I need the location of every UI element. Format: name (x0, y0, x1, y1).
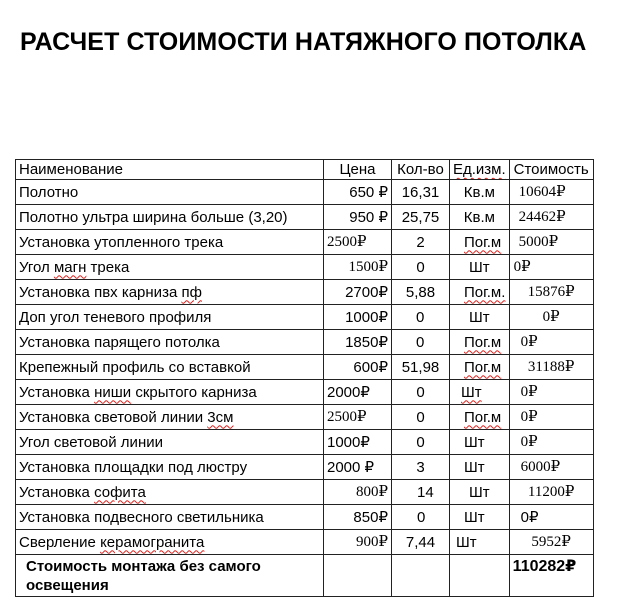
item-quantity: 7,44 (392, 530, 450, 555)
item-unit (450, 180, 510, 205)
item-name (16, 405, 324, 430)
item-cost: 0₽ (509, 305, 593, 330)
item-name (16, 230, 324, 255)
item-name (16, 455, 324, 480)
item-name-text: Установка площадки под люстру (19, 458, 248, 476)
item-name (16, 305, 324, 330)
item-quantity: 3 (392, 455, 450, 480)
item-name-text: Установка (19, 383, 95, 401)
item-cost: 0₽ (509, 255, 593, 280)
total-empty-qty (392, 555, 450, 597)
cost-table (15, 159, 594, 597)
total-label: Стоимость монтажа без самого освещения (16, 555, 324, 597)
item-cost: 0₽ (509, 430, 593, 455)
item-quantity: 0 (392, 405, 450, 430)
item-name-text: Полотно (19, 183, 79, 201)
item-quantity: 2 (392, 230, 450, 255)
item-unit-text: Шт (469, 258, 490, 276)
item-price: 600₽ (324, 355, 392, 380)
item-price: 1500₽ (324, 255, 392, 280)
item-unit (450, 430, 510, 455)
item-name-text: Установка подвесного светильника (19, 508, 264, 526)
item-unit (450, 230, 510, 255)
item-name-text: Полотно ультра ширина больше (3,20) (19, 208, 288, 226)
item-name (16, 430, 324, 455)
header-qty: Кол-во (392, 160, 450, 180)
item-price: 800₽ (324, 480, 392, 505)
item-quantity: 0 (392, 255, 450, 280)
item-name-text: Угол световой линии (19, 433, 163, 451)
total-value: 110282₽ (509, 555, 593, 597)
item-name-flagged-word: ниши (94, 383, 132, 401)
item-unit (450, 455, 510, 480)
item-unit-text: Шт (469, 483, 490, 501)
item-cost: 10604₽ (509, 180, 593, 205)
table-row (16, 405, 594, 430)
item-quantity: 14 (392, 480, 450, 505)
item-name (16, 530, 324, 555)
item-price: 650 ₽ (324, 180, 392, 205)
item-cost: 5000₽ (509, 230, 593, 255)
item-name-text: Доп угол теневого профиля (19, 308, 212, 326)
item-name (16, 180, 324, 205)
header-unit-text: Ед.изм. (453, 161, 506, 178)
total-empty-price (324, 555, 392, 597)
header-name: Наименование (16, 160, 324, 180)
item-quantity: 0 (392, 305, 450, 330)
item-name (16, 255, 324, 280)
item-cost: 5952₽ (509, 530, 593, 555)
item-unit-text: Кв.м (463, 208, 495, 226)
table-row (16, 305, 594, 330)
item-name (16, 380, 324, 405)
item-unit-text: Пог.м (464, 233, 502, 251)
item-name (16, 330, 324, 355)
item-unit (450, 205, 510, 230)
item-unit (450, 305, 510, 330)
item-quantity: 5,88 (392, 280, 450, 305)
item-cost: 11200₽ (509, 480, 593, 505)
item-name-flagged-word: керамогранита (100, 533, 205, 551)
header-price: Цена (324, 160, 392, 180)
item-quantity: 0 (392, 380, 450, 405)
item-unit (450, 355, 510, 380)
table-row (16, 505, 594, 530)
item-name-suffix: трека (86, 258, 130, 276)
item-name-flagged-word: пф (181, 283, 202, 301)
item-quantity: 0 (392, 430, 450, 455)
item-unit (450, 280, 510, 305)
item-unit (450, 405, 510, 430)
table-row (16, 180, 594, 205)
item-price: 900₽ (324, 530, 392, 555)
item-price: 1000₽ (324, 305, 392, 330)
item-unit (450, 530, 510, 555)
item-cost: 0₽ (509, 405, 593, 430)
table-row (16, 380, 594, 405)
item-quantity: 16,31 (392, 180, 450, 205)
item-name-flagged-word: магн (53, 258, 87, 276)
item-name-text: Установка пвх карниза (19, 283, 182, 301)
item-price: 2700₽ (324, 280, 392, 305)
item-name-text: Крепежный профиль со вставкой (19, 358, 251, 376)
item-cost: 0₽ (509, 505, 593, 530)
item-unit-text: Шт (464, 433, 485, 451)
item-unit (450, 255, 510, 280)
item-name-text: Установка утопленного трека (19, 233, 224, 251)
item-unit (450, 380, 510, 405)
table-row (16, 330, 594, 355)
table-row (16, 205, 594, 230)
item-price: 2500₽ (324, 230, 392, 255)
item-name-text: Установка световой линии (19, 408, 208, 426)
table-row (16, 530, 594, 555)
item-cost: 24462₽ (509, 205, 593, 230)
item-name-text: Установка (19, 483, 95, 501)
item-unit-text: Пог.м (464, 358, 502, 376)
item-quantity: 51,98 (392, 355, 450, 380)
item-unit (450, 330, 510, 355)
item-price: 850₽ (324, 505, 392, 530)
item-quantity: 0 (392, 505, 450, 530)
table-row (16, 430, 594, 455)
item-name-flagged-word: 3см (207, 408, 234, 426)
item-cost: 0₽ (509, 380, 593, 405)
item-name-suffix: скрытого карниза (131, 383, 257, 401)
item-cost: 0₽ (509, 330, 593, 355)
table-row (16, 280, 594, 305)
item-cost: 31188₽ (509, 355, 593, 380)
item-price: 2500₽ (324, 405, 392, 430)
table-row (16, 480, 594, 505)
item-price: 2000 ₽ (324, 455, 392, 480)
table-body (16, 160, 594, 597)
header-cost: Стоимость (509, 160, 593, 180)
total-empty-unit (450, 555, 510, 597)
item-unit-text: Шт (456, 533, 477, 551)
item-price: 1000₽ (324, 430, 392, 455)
table-row (16, 230, 594, 255)
item-quantity: 25,75 (392, 205, 450, 230)
item-name-flagged-word: софита (94, 483, 146, 501)
item-cost: 15876₽ (509, 280, 593, 305)
item-unit-text: Шт (469, 308, 490, 326)
item-name-text: Угол (19, 258, 54, 276)
table-row (16, 355, 594, 380)
table-row (16, 455, 594, 480)
table-header-row (16, 160, 594, 180)
item-unit-text: Пог.м (464, 333, 502, 351)
item-unit-text: Пог.м. (464, 283, 506, 301)
item-name-text: Сверление (19, 533, 101, 551)
item-price: 1850₽ (324, 330, 392, 355)
item-unit (450, 480, 510, 505)
item-unit (450, 505, 510, 530)
header-unit (450, 160, 510, 180)
item-unit-text: Шт (461, 383, 482, 401)
page-title: РАСЧЕТ СТОИМОСТИ НАТЯЖНОГО ПОТОЛКА (20, 28, 587, 56)
item-cost: 6000₽ (509, 455, 593, 480)
item-quantity: 0 (392, 330, 450, 355)
table-row (16, 255, 594, 280)
item-name (16, 505, 324, 530)
item-name (16, 205, 324, 230)
item-name (16, 280, 324, 305)
item-unit-text: Пог.м (464, 408, 502, 426)
item-name (16, 480, 324, 505)
item-price: 2000₽ (324, 380, 392, 405)
item-name (16, 355, 324, 380)
item-price: 950 ₽ (324, 205, 392, 230)
item-unit-text: Кв.м (463, 183, 495, 201)
item-unit-text: Шт (464, 458, 485, 476)
item-name-text: Установка парящего потолка (19, 333, 220, 351)
total-row (16, 555, 594, 597)
item-unit-text: Шт (464, 508, 485, 526)
